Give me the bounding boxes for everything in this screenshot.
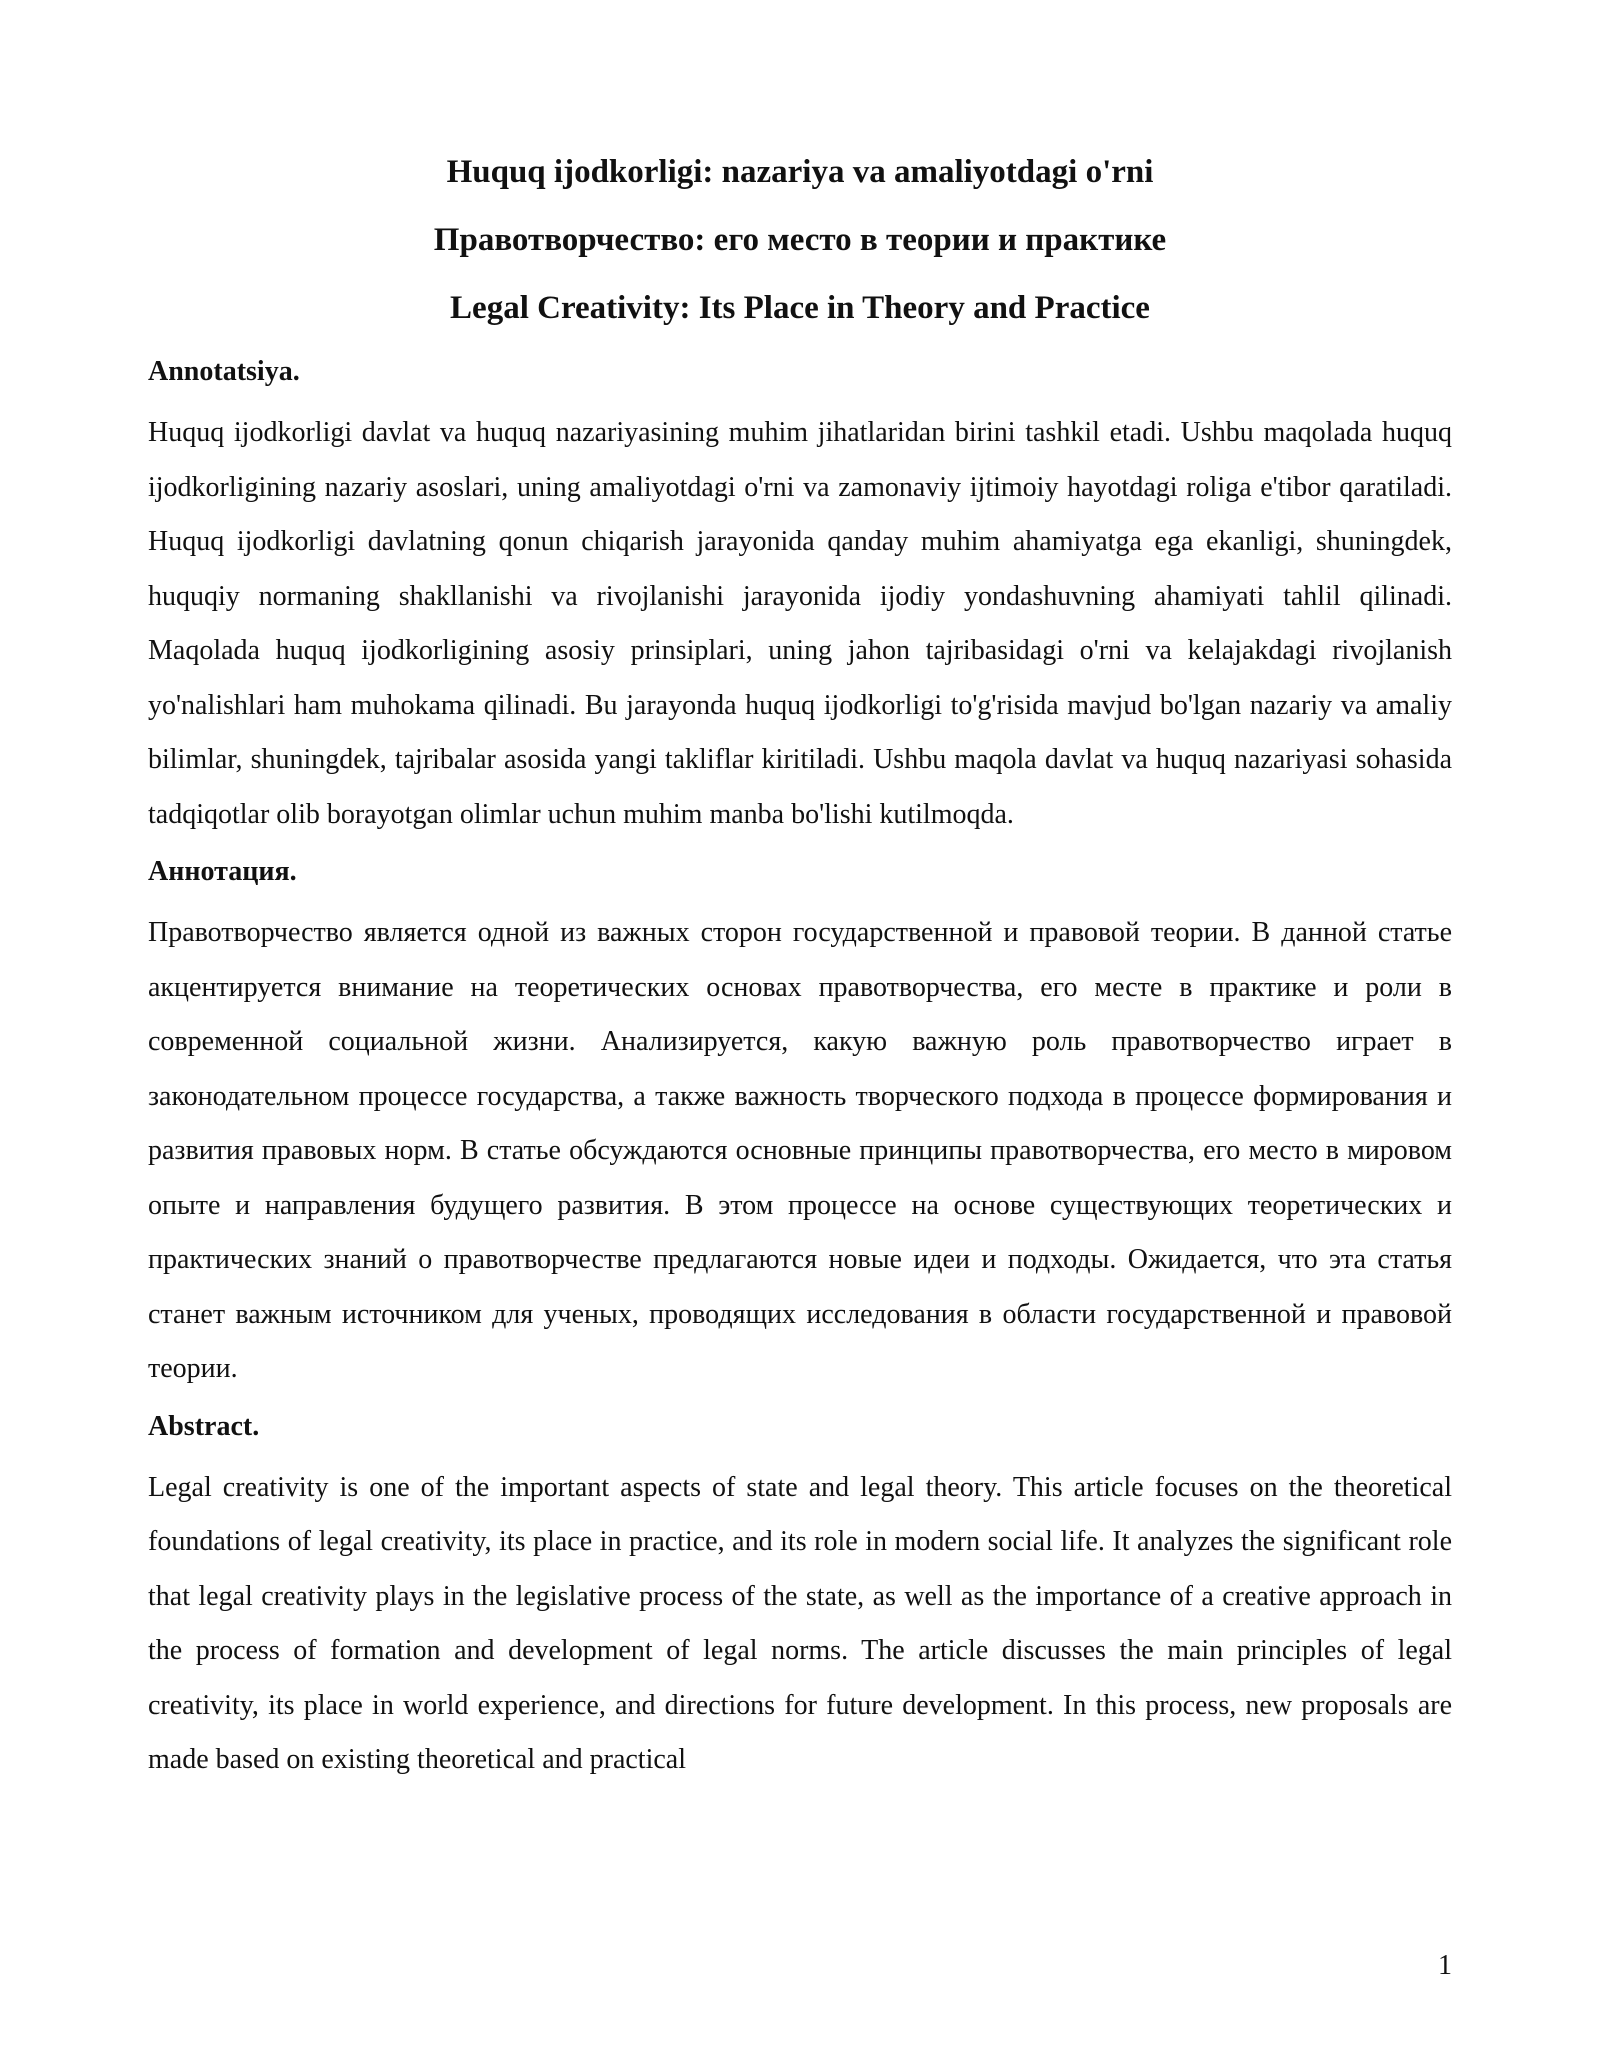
title-uzbek: Huquq ijodkorligi: nazariya va amaliyotdagi o'rni (446, 154, 1154, 190)
document-page (148, 138, 1452, 1794)
abstract-heading-english: Abstract. (148, 1410, 260, 1442)
title-russian: Правотворчество: его место в теории и практике (433, 222, 1167, 258)
abstract-text-english: Legal creativity is one of the important aspects of state and legal theory. This article focuses on the theoretical foundations of legal creativity, its place in practice, and its role in modern social life. It analyzes the significant role that legal creativity plays in the legislative process of the state, as well as the importance of a creative approach in the process of formation and development of legal norms. The article discusses the main principles of legal creativity, its place in world experience, and directions for future development. In this process, new proposals are made based on existing theoretical and practical (148, 1471, 1452, 1775)
title-english: Legal Creativity: Its Place in Theory and Practice (450, 290, 1150, 326)
annotation-text-uzbek: Huquq ijodkorligi davlat va huquq nazariyasining muhim jihatlaridan birini tashkil etadi. Ushbu maqolada huquq ijodkorligining nazariy asoslari, uning amaliyotdagi o'rni va zamonaviy ijtimoiy hayotdagi roliga e'tibor qaratiladi. Huquq ijodkorligi davlatning qonun chiqarish jarayonida qanday muhim ahamiyatga ega ekanligi, shuningdek, huquqiy normaning shakllanishi va rivojlanishi jarayonida ijodiy yondashuvning ahamiyati tahlil qilinadi. Maqolada huquq ijodkorligining asosiy prinsiplari, uning jahon tajribasidagi o'rni va kelajakdagi rivojlanish yo'nalishlari ham muhokama qilinadi. Bu jarayonda huquq ijodkorligi to'g'risida mavjud bo'lgan nazariy va amaliy bilimlar, shuningdek, tajribalar asosida yangi takliflar kiritiladi. Ushbu maqola davlat va huquq nazariyasi sohasida tadqiqotlar olib borayotgan olimlar uchun muhim manba bo'lishi kutilmoqda. (148, 417, 1452, 830)
annotation-heading-uzbek: Annotatsiya. (148, 356, 300, 387)
annotation-text-russian: Правотворчество является одной из важных сторон государственной и правовой теории. В данной статье акцентируется внимание на теоретических основах правотворчества, его месте в практике и роли в современной социальной жизни. Анализируется, какую важную роль правотворчество играет в законодательном процессе государства, а также важность творческого подхода в процессе формирования и развития правовых норм. В статье обсуждаются основные принципы правотворчества, его место в мировом опыте и направления будущего развития. В этом процессе на основе существующих теоретических и практических знаний о правотворчестве предлагаются новые идеи и подходы. Ожидается, что эта статья станет важным источником для ученых, проводящих исследования в области государственной и правовой теории. (148, 917, 1452, 1384)
annotation-heading-russian: Аннотация. (148, 856, 297, 887)
page-number: 1 (1438, 1950, 1452, 1981)
